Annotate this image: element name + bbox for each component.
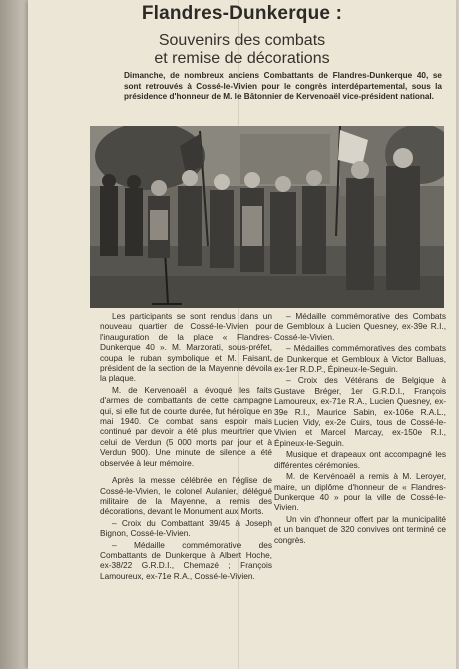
- paragraph: Un vin d'honneur offert par la municipalité et un banquet de 320 convives ont terminé ce congrès.: [274, 513, 446, 545]
- article-column-right: [274, 311, 446, 546]
- paragraph: – Croix des Vétérans de Belgique à Gustave Bréger, 1er G.R.D.I., François Lamoureux, ex-71e R.A., Lucien Quesney, ex-39e R.I., Maurice Sabin, ex-106e R.A.L., Lucien Vidy, ex-2e Cuirs, tous de Cossé-le-Vivien et Marcel Marcay, ex-150e R.I., Épineux-le-Seguin.: [274, 375, 446, 448]
- headline: Flandres-Dunkerque :: [141, 3, 343, 24]
- subheadline-line-1: Souvenirs des combats: [158, 32, 326, 49]
- subheadline-line-2: et remise de décorations: [154, 50, 330, 67]
- table-surface: [0, 0, 30, 669]
- paragraph: Les participants se sont rendus dans un nouveau quartier de Cossé-le-Vivien pour l'inauguration de la place « Flandres-Dunkerque 40 ». M. Marzorati, sous-préfet, coupa le ruban symbolique et M. Faisant, président de la section de la Mayenne dévoila la plaque.: [100, 311, 272, 384]
- paragraph: Après la messe célébrée en l'église de Cossé-le-Vivien, le colonel Aulanier, délégué militaire de la Mayenne, a remis des décorations, devant le Monument aux Morts.: [100, 475, 272, 517]
- article-column-left: [100, 311, 272, 582]
- newspaper-clipping: [28, 0, 456, 669]
- paragraph: – Médaille commémorative des Combattants de Dunkerque à Albert Hoche, ex-38/22 G.R.D.I., Chemazé ; François Lamoureux, ex-71e R.A., Cossé-le-Vivien.: [100, 539, 272, 581]
- veterans-photo: [90, 126, 444, 308]
- photo-illustration: [90, 126, 444, 308]
- intro-paragraph: Dimanche, de nombreux anciens Combattants de Flandres-Dunkerque 40, se sont retrouvés à Cossé-le-Vivien pour le congrès interdépartemental, sous la présidence d'honneur de M. le Bâtonnier de Kervenoaël vice-président national.: [124, 71, 442, 101]
- paragraph: – Médaille commémorative des Combats de Gembloux à Lucien Quesney, ex-39e R.I., Cossé-le-Vivien.: [274, 311, 446, 342]
- paragraph: M. de Kervenoaël a évoqué les faits d'armes de combattants de cette campagne qui, si elle fut de courte durée, fut héroïque en mai 1940. Ce combat sans espoir mais continué par devoir a été plus meurtrier que celui de Verdun (5 000 morts par jour et à Verdun 900). Une minute de silence a été observée à leur mémoire.: [100, 384, 272, 468]
- paragraph: – Croix du Combattant 39/45 à Joseph Bignon, Cossé-le-Vivien.: [100, 517, 272, 539]
- paragraph: – Médailles commémoratives des combats de Dunkerque et Gembloux à Victor Balluas, ex-1er R.D.P., Épineux-le-Seguin.: [274, 343, 446, 375]
- subheadline: [28, 32, 456, 68]
- paragraph: Musique et drapeaux ont accompagné les différentes cérémonies.: [274, 449, 446, 470]
- paragraph: M. de Kervénoaël a remis à M. Leroyer, maire, un diplôme d'honneur de « Flandres-Dunkerque 40 » pour la ville de Cossé-le-Vivien.: [274, 471, 446, 513]
